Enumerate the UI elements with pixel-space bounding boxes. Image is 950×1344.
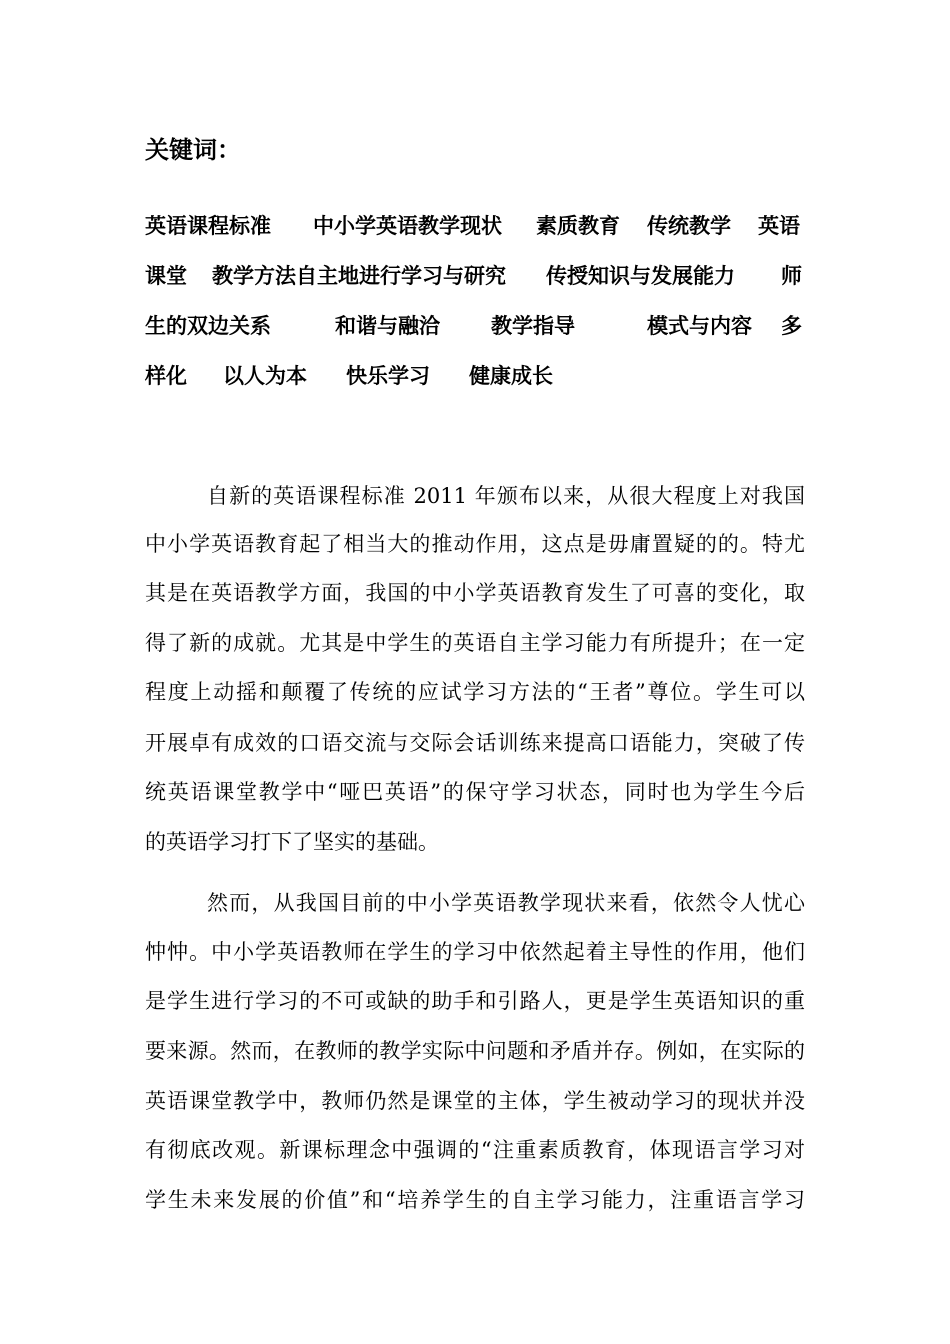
keyword: 以人为本: [223, 364, 307, 388]
keyword: 师: [781, 264, 802, 288]
keyword: 素质教育: [536, 214, 620, 238]
paragraph-line: 自新的英语课程标准 2011 年颁布以来，从很大程度上对我国: [207, 484, 805, 508]
keyword: 课堂: [145, 264, 187, 288]
keyword: 健康成长: [469, 364, 553, 388]
keyword: 多: [781, 314, 802, 338]
keyword: 样化: [145, 364, 187, 388]
paragraph-line: 中小学英语教育起了相当大的推动作用，这点是毋庸置疑的的。特尤: [145, 532, 805, 556]
paragraph-line: 统英语课堂教学中“哑巴英语”的保守学习状态，同时也为学生今后: [145, 780, 805, 804]
keyword: 生的双边关系: [145, 314, 271, 338]
paragraph-line: 有彻底改观。新课标理念中强调的“注重素质教育，体现语言学习对: [145, 1138, 805, 1162]
keyword: 英语: [758, 214, 800, 238]
keyword: 模式与内容: [647, 314, 752, 338]
paragraph-line: 得了新的成就。尤其是中学生的英语自主学习能力有所提升；在一定: [145, 631, 805, 655]
paragraph-line: 忡忡。中小学英语教师在学生的学习中依然起着主导性的作用，他们: [145, 940, 805, 964]
keyword: 教学指导: [491, 314, 575, 338]
keywords-line: [145, 359, 805, 393]
paragraph-line: 程度上动摇和颠覆了传统的应试学习方法的“王者”尊位。学生可以: [145, 680, 805, 704]
keywords-line: [145, 209, 805, 243]
keyword: 和谐与融洽: [335, 314, 440, 338]
paragraph-line: 是学生进行学习的不可或缺的助手和引路人，更是学生英语知识的重: [145, 989, 805, 1013]
keyword: 传授知识与发展能力: [546, 264, 735, 288]
keyword: 快乐学习: [346, 364, 430, 388]
paragraph-line: 其是在英语教学方面，我国的中小学英语教育发生了可喜的变化，取: [145, 581, 805, 605]
keyword: 教学方法自主地进行学习与研究: [212, 264, 506, 288]
paragraph-line: 要来源。然而，在教师的教学实际中问题和矛盾并存。例如，在实际的: [145, 1039, 805, 1063]
paragraph-line: 英语课堂教学中，教师仍然是课堂的主体，学生被动学习的现状并没: [145, 1089, 805, 1113]
paragraph-line: 的英语学习打下了坚实的基础。: [145, 830, 439, 854]
paragraph-line: 然而，从我国目前的中小学英语教学现状来看，依然令人忧心: [207, 891, 805, 915]
paragraph-line: 开展卓有成效的口语交流与交际会话训练来提高口语能力，突破了传: [145, 731, 805, 755]
keywords-line: [145, 309, 805, 343]
keywords-heading: 关键词：: [145, 136, 241, 164]
keyword: 中小学英语教学现状: [313, 214, 502, 238]
keyword: 传统教学: [647, 214, 731, 238]
keyword: 英语课程标准: [145, 214, 271, 238]
keywords-line: [145, 259, 805, 293]
paragraph-line: 学生未来发展的价值”和“培养学生的自主学习能力，注重语言学习: [145, 1188, 805, 1212]
